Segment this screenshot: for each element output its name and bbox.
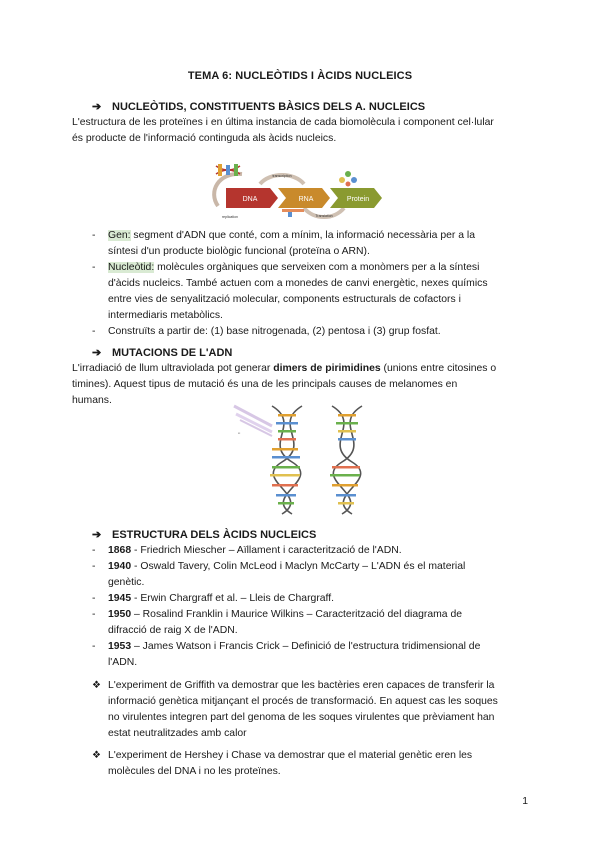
dna-label: DNA xyxy=(242,196,258,203)
protein-label: Protein xyxy=(346,196,370,203)
transcription-label: transcription xyxy=(272,174,292,178)
dimer-note-icon: ▪▪ xyxy=(238,431,241,435)
diamond-bullet-icon: ❖ xyxy=(92,680,101,691)
section-heading-nucleotids: ➔ NUCLEÒTIDS, CONSTITUENTS BÀSICS DELS A. NUCLEICS xyxy=(92,101,426,113)
term-gen: Gen: xyxy=(108,230,131,241)
replication-label: replication xyxy=(222,215,238,219)
document-page: TEMA 6: NUCLEÒTIDS I ÀCIDS NUCLEICS ➔ NUCLEÒTIDS, CONSTITUENTS BÀSICS DELS A. NUCLEICS L'estructura de les proteïnes i en última instancia de cada biomolècula i component cel·lular és producte de l'informació continguda als àcids nucleics. transcription Translation replication DNA RNA Protein - Gen: segment d'ADN que conté, com a mínim, la informació necessària per a la síntesi d'un producte biològic funcional (proteïna o ARN). - Nucleòtid: molècules orgàniques que serveixen com a monòmers per a la síntesi d'àcids nucleics. També actuen com a monedes de canvi energètic, nexes químics entre vies de senyalització molecular, components estructurals de cofactors i intermediaris metabòlics. - Construïts a partir de: (1) base nitrogenada, (2) pentosa i (3) grup fosfat. ➔ MUTACIONS DE L'ADN L'irradiació de llum ultraviolada pot generar dimers de pirimidines (unions entre citosines o timines). Aquest tipus de mutació és una de les principals causes de melanomes en humans. ▪▪ ➔ ESTRUCTURA DELS ÀCIDS NUCLEICS - 1868 - Friedrich Miescher – Aïllament i caracterització de l'ADN. - 1940 - Oswald Tavery, Colin McLeod i Maclyn McCarty – L'ADN és el material genètic. - 1945 - Erwin Chargraff et al. – Lleis de Chargraff. - 1950 – Rosalind Franklin i Maurice Wilkins – Caracterització del diagrama de difracció de raig X de l'ADN. - 1953 – James Watson i Francis Crick – Definició de l'estructura tridimensional de l'ADN. ❖ L'experiment de Griffith va demostrar que les bactèries eren capaces de transferir la informació genètica mitjançant el procés de transformació. En aquest cas les soques no virulentes integren part del genoma de les soques virulentes que prèviament han estat neutralitzades amb calor ❖ L'experiment de Hershey i Chase va demostrar que el material genètic eren les molècules del DNA i no les proteïnes. 1 xyxy=(0,0,600,848)
diamond-bullet-icon: ❖ xyxy=(92,750,101,761)
central-dogma-diagram xyxy=(208,162,388,224)
section-heading-estructura: ➔ ESTRUCTURA DELS ÀCIDS NUCLEICS xyxy=(92,529,317,541)
translation-label: Translation xyxy=(315,214,333,218)
arrow-right-icon: ➔ xyxy=(92,347,102,359)
term-nucleotid: Nucleòtid: xyxy=(108,262,155,273)
page-number: 1 xyxy=(522,796,528,807)
arrow-right-icon: ➔ xyxy=(92,529,102,541)
mutacions-paragraph: L'irradiació de llum ultraviolada pot generar dimers de pirimidines (unions entre citosines o timines). Aquest tipus de mutació és una de les principals causes de melanomes en humans. xyxy=(72,363,497,406)
pyrimidine-dimer-illustration xyxy=(232,404,382,516)
section-heading-mutacions: ➔ MUTACIONS DE L'ADN xyxy=(92,347,233,359)
page-title: TEMA 6: NUCLEÒTIDS I ÀCIDS NUCLEICS xyxy=(187,70,413,82)
arrow-right-icon: ➔ xyxy=(92,101,102,113)
rna-label: RNA xyxy=(298,196,314,203)
intro-paragraph: L'estructura de les proteïnes i en última instancia de cada biomolècula i component cel·lular és producte de l'informació continguda als àcids nucleics. xyxy=(72,117,494,144)
